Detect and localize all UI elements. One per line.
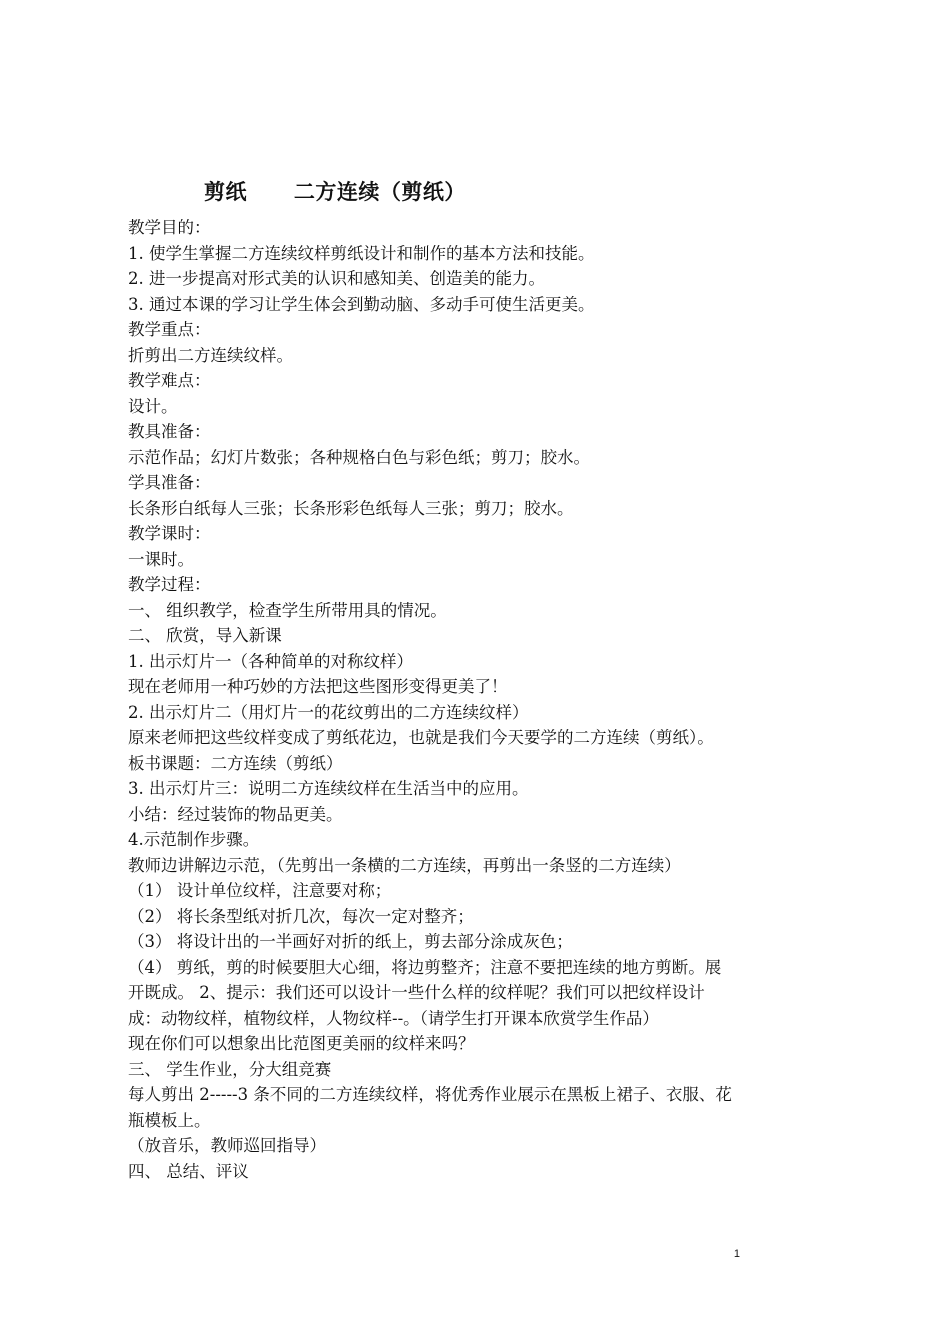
text-line: 3. 出示灯片三：说明二方连续纹样在生活当中的应用。	[128, 779, 529, 798]
text-line: 2. 进一步提高对形式美的认识和感知美、创造美的能力。	[128, 269, 545, 288]
page-number: 1	[733, 1248, 740, 1260]
text-line: （4） 剪纸，剪的时候要胆大心细，将边剪整齐；注意不要把连续的地方剪断。展	[128, 957, 722, 977]
text-line: 三、 学生作业，分大组竞赛	[128, 1059, 332, 1079]
text-line: 成：动物纹样，植物纹样，人物纹样--。（请学生打开课本欣赏学生作品）	[128, 1008, 659, 1028]
text-line: 教学难点：	[128, 371, 211, 390]
text-line: 3. 通过本课的学习让学生体会到勤动脑、多动手可使生活更美。	[128, 294, 595, 314]
text-line: 二、 欣赏，导入新课	[128, 626, 282, 645]
text-line: 四、 总结、评议	[128, 1161, 249, 1181]
text-line: 折剪出二方连续纹样。	[128, 345, 293, 365]
text-line: 每人剪出 2-----3 条不同的二方连续纹样，将优秀作业展示在黑板上裙子、衣服、花	[128, 1085, 732, 1104]
text-line: 教学课时：	[128, 524, 211, 543]
text-line: 板书课题：二方连续（剪纸）	[128, 753, 343, 773]
text-line: 原来老师把这些纹样变成了剪纸花边，也就是我们今天要学的二方连续（剪纸）。	[128, 728, 714, 747]
text-line: 现在老师用一种巧妙的方法把这些图形变得更美了！	[128, 677, 508, 696]
text-line: 教师边讲解边示范，（先剪出一条横的二方连续，再剪出一条竖的二方连续）	[128, 855, 681, 875]
text-line: 教具准备：	[128, 422, 211, 441]
document-body	[128, 215, 828, 1184]
text-line: 教学过程：	[128, 575, 211, 594]
text-line: 4.示范制作步骤。	[128, 830, 260, 849]
text-line: （1） 设计单位纹样，注意要对称；	[128, 881, 392, 900]
text-line: 2. 出示灯片二（用灯片一的花纹剪出的二方连续纹样）	[128, 702, 529, 722]
text-line: 瓶模板上。	[128, 1110, 211, 1130]
text-line: 教学目的：	[128, 218, 211, 237]
text-line: （2） 将长条型纸对折几次，每次一定对整齐；	[128, 906, 474, 926]
text-line: （放音乐，教师巡回指导）	[128, 1136, 326, 1155]
text-line: 教学重点：	[128, 320, 211, 339]
text-line: （3） 将设计出的一半画好对折的纸上，剪去部分涂成灰色；	[128, 932, 573, 951]
text-line: 1. 出示灯片一（各种简单的对称纹样）	[128, 651, 413, 671]
text-line: 设计。	[128, 396, 178, 416]
text-line: 开既成。 2、提示：我们还可以设计一些什么样的纹样呢？我们可以把纹样设计	[128, 983, 705, 1002]
text-line: 示范作品；幻灯片数张；各种规格白色与彩色纸；剪刀；胶水。	[128, 447, 590, 467]
text-line: 学具准备：	[128, 473, 211, 492]
text-line: 现在你们可以想象出比范图更美丽的纹样来吗？	[128, 1034, 475, 1053]
document-title: 剪纸 二方连续（剪纸）	[204, 179, 466, 204]
text-line: 一课时。	[128, 549, 194, 569]
text-line: 1. 使学生掌握二方连续纹样剪纸设计和制作的基本方法和技能。	[128, 243, 595, 263]
text-line: 小结：经过装饰的物品更美。	[128, 804, 343, 824]
text-line: 长条形白纸每人三张；长条形彩色纸每人三张；剪刀；胶水。	[128, 498, 574, 518]
text-line: 一、 组织教学，检查学生所带用具的情况。	[128, 600, 447, 620]
